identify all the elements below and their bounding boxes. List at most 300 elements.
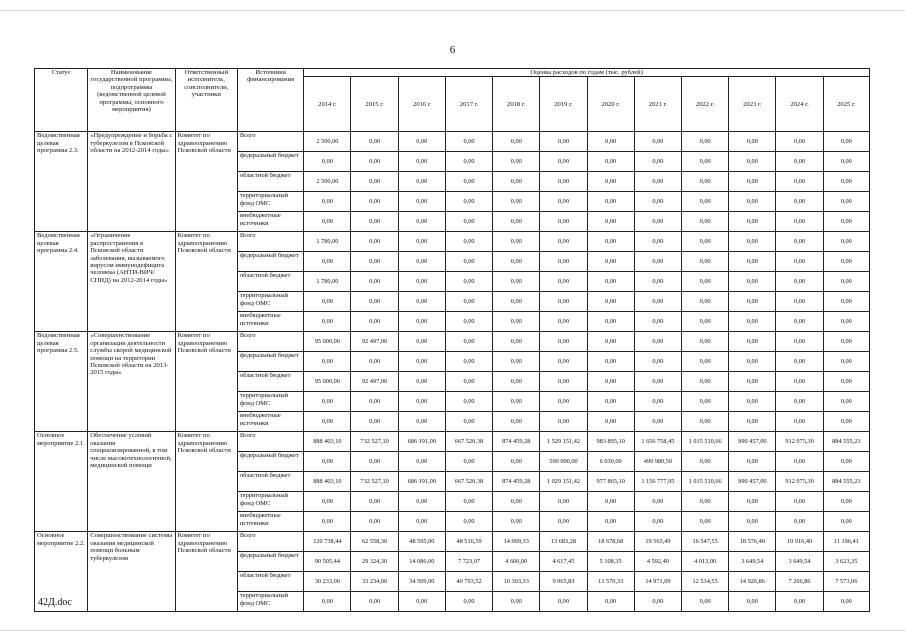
amount-cell: 0,00 [540,312,587,332]
amount-cell: 0,00 [729,332,776,352]
program-name-cell: «Ограничение распространения в Псковской области заболевания, вызываемого вирусом иммунодефицита человека (АНТИ-ВИЧ/СПИД) на 2012-2014 годы» [88,232,175,332]
amount-cell: 0,00 [823,152,869,172]
amount-cell: 0,00 [634,492,681,512]
amount-cell: 0,00 [304,352,351,372]
amount-cell: 0,00 [398,452,445,472]
amount-cell: 500 000,00 [540,452,587,472]
amount-cell: 912 075,30 [776,432,823,452]
amount-cell: 14 909,33 [493,532,540,552]
amount-cell: 0,00 [493,292,540,312]
footer-filename: 42Д.doc [38,597,72,608]
amount-cell: 0,00 [682,512,729,532]
amount-cell: 0,00 [776,292,823,312]
funding-source-cell: Всего [237,432,303,452]
amount-cell: 4 606,00 [493,552,540,572]
amount-cell: 0,00 [776,592,823,612]
amount-cell: 0,00 [634,212,681,232]
amount-cell: 0,00 [304,312,351,332]
amount-cell: 4 592,40 [634,552,681,572]
amount-cell: 19 563,49 [634,532,681,552]
amount-cell: 2 500,00 [304,172,351,192]
funding-source-cell: территориальный фонд ОМС [237,192,303,212]
amount-cell: 888 403,10 [304,432,351,452]
funding-source-cell: территориальный фонд ОМС [237,592,303,612]
funding-source-cell: областной бюджет [237,172,303,192]
amount-cell: 0,00 [776,152,823,172]
amount-cell: 686 191,00 [398,432,445,452]
amount-cell: 0,00 [587,592,634,612]
amount-cell: 0,00 [540,272,587,292]
amount-cell: 0,00 [398,252,445,272]
funding-source-cell: внебюджетные источники [237,212,303,232]
amount-cell: 0,00 [823,292,869,312]
funding-source-cell: Всего [237,332,303,352]
amount-cell: 120 738,44 [304,532,351,552]
header-estimate: Оценка расходов по годам (тыс. рублей) [304,69,870,77]
amount-cell: 0,00 [398,372,445,392]
amount-cell: 667 520,38 [445,472,492,492]
funding-source-cell: Всего [237,232,303,252]
amount-cell: 0,00 [304,412,351,432]
amount-cell: 0,00 [493,172,540,192]
amount-cell: 0,00 [634,252,681,272]
amount-cell: 0,00 [776,172,823,192]
amount-cell: 0,00 [776,452,823,472]
amount-cell: 0,00 [634,372,681,392]
amount-cell: 0,00 [729,252,776,272]
amount-cell: 0,00 [445,232,492,252]
amount-cell: 0,00 [493,272,540,292]
amount-cell: 0,00 [304,252,351,272]
amount-cell: 14 926,86 [729,572,776,592]
amount-cell: 3 649,54 [729,552,776,572]
amount-cell: 0,00 [540,252,587,272]
amount-cell: 0,00 [351,352,398,372]
amount-cell: 0,00 [351,212,398,232]
amount-cell: 0,00 [823,172,869,192]
amount-cell: 0,00 [729,592,776,612]
scan-artifact-bottom [0,630,905,631]
amount-cell: 0,00 [493,152,540,172]
amount-cell: 0,00 [445,412,492,432]
amount-cell: 0,00 [445,132,492,152]
amount-cell: 0,00 [587,212,634,232]
amount-cell: 5 108,35 [587,552,634,572]
amount-cell: 1 529 151,42 [540,432,587,452]
amount-cell: 0,00 [445,312,492,332]
amount-cell: 0,00 [587,332,634,352]
amount-cell: 686 191,00 [398,472,445,492]
amount-cell: 0,00 [634,592,681,612]
amount-cell: 0,00 [493,352,540,372]
amount-cell: 33 234,00 [351,572,398,592]
table-row [35,532,870,552]
year-header: 2019 г. [540,77,587,132]
amount-cell: 0,00 [587,272,634,292]
executor-cell: Комитет по здравоохранению Псковской области [175,332,237,432]
amount-cell: 0,00 [682,132,729,152]
amount-cell: 0,00 [729,232,776,252]
amount-cell: 0,00 [823,412,869,432]
amount-cell: 0,00 [634,232,681,252]
status-cell: Ведомственная целевая программа 2.4. [35,232,88,332]
amount-cell: 4 013,00 [682,552,729,572]
table-header [35,69,870,132]
amount-cell: 0,00 [587,292,634,312]
amount-cell: 92 497,00 [351,332,398,352]
funding-source-cell: федеральный бюджет [237,352,303,372]
amount-cell: 0,00 [540,172,587,192]
amount-cell: 0,00 [729,412,776,432]
amount-cell: 888 403,10 [304,472,351,492]
amount-cell: 0,00 [445,172,492,192]
amount-cell: 0,00 [776,332,823,352]
amount-cell: 0,00 [729,512,776,532]
amount-cell: 0,00 [398,392,445,412]
amount-cell: 0,00 [634,192,681,212]
amount-cell: 667 520,38 [445,432,492,452]
executor-cell: Комитет по здравоохранению Псковской области [175,532,237,612]
amount-cell: 0,00 [493,512,540,532]
amount-cell: 874 459,28 [493,432,540,452]
header-name: Наименование государственной программы, подпрограммы (ведомственной целевой программы, основного мероприятия) [88,69,175,132]
amount-cell: 0,00 [823,372,869,392]
amount-cell: 0,00 [398,152,445,172]
funding-source-cell: внебюджетные источники [237,512,303,532]
amount-cell: 0,00 [351,452,398,472]
amount-cell: 1 656 758,45 [634,432,681,452]
amount-cell: 18 576,40 [729,532,776,552]
amount-cell: 0,00 [729,132,776,152]
amount-cell: 0,00 [634,312,681,332]
amount-cell: 48 595,00 [398,532,445,552]
amount-cell: 0,00 [398,212,445,232]
amount-cell: 0,00 [398,192,445,212]
amount-cell: 0,00 [398,312,445,332]
amount-cell: 0,00 [776,372,823,392]
amount-cell: 0,00 [729,352,776,372]
amount-cell: 0,00 [304,152,351,172]
amount-cell: 0,00 [682,272,729,292]
amount-cell: 0,00 [776,512,823,532]
funding-source-cell: федеральный бюджет [237,152,303,172]
amount-cell: 0,00 [493,232,540,252]
amount-cell: 0,00 [587,132,634,152]
amount-cell: 1 015 510,66 [682,472,729,492]
amount-cell: 0,00 [445,492,492,512]
amount-cell: 0,00 [823,132,869,152]
amount-cell: 0,00 [587,492,634,512]
amount-cell: 40 793,52 [445,572,492,592]
funding-source-cell: федеральный бюджет [237,452,303,472]
amount-cell: 0,00 [729,172,776,192]
amount-cell: 0,00 [776,412,823,432]
amount-cell: 0,00 [823,272,869,292]
amount-cell: 0,00 [682,352,729,372]
amount-cell: 0,00 [587,372,634,392]
amount-cell: 0,00 [351,312,398,332]
amount-cell: 0,00 [445,512,492,532]
amount-cell: 1 780,00 [304,272,351,292]
amount-cell: 0,00 [729,272,776,292]
amount-cell: 0,00 [445,372,492,392]
year-header: 2016 г [398,77,445,132]
year-header: 2025 г. [823,77,869,132]
amount-cell: 0,00 [493,212,540,232]
funding-source-cell: территориальный фонд ОМС [237,292,303,312]
amount-cell: 0,00 [398,332,445,352]
amount-cell: 0,00 [351,292,398,312]
amount-cell: 499 980,50 [634,452,681,472]
header-executor: Ответственный исполнитель, соисполнители, участники [175,69,237,132]
amount-cell: 0,00 [351,592,398,612]
executor-cell: Комитет по здравоохранению Псковской области [175,132,237,232]
amount-cell: 912 075,30 [776,472,823,492]
amount-cell: 1 015 510,66 [682,432,729,452]
amount-cell: 0,00 [682,192,729,212]
amount-cell: 7 266,86 [776,572,823,592]
amount-cell: 0,00 [445,332,492,352]
amount-cell: 0,00 [398,592,445,612]
funding-source-cell: областной бюджет [237,272,303,292]
program-name-cell: «Предупреждение и борьба с туберкулезом в Псковской области на 2012-2014 годы» [88,132,175,232]
amount-cell: 0,00 [634,392,681,412]
amount-cell: 732 527,10 [351,472,398,492]
amount-cell: 0,00 [823,512,869,532]
amount-cell: 0,00 [304,492,351,512]
amount-cell: 0,00 [540,292,587,312]
amount-cell: 10 916,40 [776,532,823,552]
amount-cell: 0,00 [823,332,869,352]
amount-cell: 0,00 [729,392,776,412]
scan-artifact-top [0,10,905,11]
amount-cell: 0,00 [682,292,729,312]
amount-cell: 990 457,00 [729,432,776,452]
amount-cell: 0,00 [587,392,634,412]
amount-cell: 0,00 [304,192,351,212]
amount-cell: 0,00 [823,352,869,372]
funding-source-cell: федеральный бюджет [237,252,303,272]
amount-cell: 0,00 [445,592,492,612]
amount-cell: 0,00 [445,192,492,212]
program-name-cell: Совершенствование системы оказания медицинской помощи больным туберкулезом [88,532,175,612]
amount-cell: 0,00 [304,452,351,472]
amount-cell: 732 527,10 [351,432,398,452]
funding-source-cell: областной бюджет [237,572,303,592]
amount-cell: 0,00 [776,192,823,212]
amount-cell: 884 555,23 [823,472,869,492]
amount-cell: 0,00 [634,292,681,312]
amount-cell: 0,00 [445,152,492,172]
amount-cell: 0,00 [682,152,729,172]
amount-cell: 10 303,33 [493,572,540,592]
amount-cell: 0,00 [445,272,492,292]
amount-cell: 0,00 [351,272,398,292]
amount-cell: 7 573,06 [823,572,869,592]
amount-cell: 0,00 [682,372,729,392]
amount-cell: 0,00 [540,352,587,372]
funding-source-cell: федеральный бюджет [237,552,303,572]
amount-cell: 11 196,41 [823,532,869,552]
amount-cell: 90 505,44 [304,552,351,572]
amount-cell: 0,00 [398,292,445,312]
amount-cell: 0,00 [540,232,587,252]
amount-cell: 0,00 [304,392,351,412]
status-cell: Ведомственная целевая программа 2.3. [35,132,88,232]
amount-cell: 0,00 [493,252,540,272]
amount-cell: 0,00 [445,212,492,232]
amount-cell: 0,00 [398,352,445,372]
amount-cell: 0,00 [823,452,869,472]
amount-cell: 0,00 [776,252,823,272]
amount-cell: 0,00 [493,452,540,472]
year-header: 2023 г. [729,77,776,132]
amount-cell: 0,00 [351,232,398,252]
amount-cell: 0,00 [634,512,681,532]
executor-cell: Комитет по здравоохранению Псковской области [175,232,237,332]
amount-cell: 0,00 [493,312,540,332]
funding-source-cell: областной бюджет [237,372,303,392]
amount-cell: 0,00 [351,132,398,152]
amount-cell: 0,00 [729,152,776,172]
amount-cell: 0,00 [729,452,776,472]
amount-cell: 0,00 [493,592,540,612]
amount-cell: 0,00 [540,392,587,412]
amount-cell: 0,00 [823,492,869,512]
table-row [35,332,870,352]
year-header: 2024 г. [776,77,823,132]
funding-source-cell: территориальный фонд ОМС [237,492,303,512]
amount-cell: 0,00 [682,492,729,512]
amount-cell: 0,00 [729,292,776,312]
amount-cell: 0,00 [540,212,587,232]
amount-cell: 0,00 [398,512,445,532]
amount-cell: 0,00 [823,192,869,212]
amount-cell: 0,00 [351,412,398,432]
amount-cell: 13 570,33 [587,572,634,592]
amount-cell: 0,00 [729,312,776,332]
amount-cell: 0,00 [729,372,776,392]
amount-cell: 0,00 [493,372,540,392]
amount-cell: 0,00 [634,352,681,372]
amount-cell: 0,00 [540,152,587,172]
amount-cell: 983 895,10 [587,432,634,452]
amount-cell: 0,00 [823,392,869,412]
amount-cell: 0,00 [445,292,492,312]
program-name-cell: «Совершенствование организации деятельности службы скорой медицинской помощи на территории Псковской области на 2013-2015 годы» [88,332,175,432]
amount-cell: 0,00 [823,592,869,612]
amount-cell: 0,00 [304,292,351,312]
amount-cell: 92 497,00 [351,372,398,392]
status-cell: Основное мероприятие 2.1. [35,432,88,532]
amount-cell: 0,00 [823,232,869,252]
amount-cell: 0,00 [540,512,587,532]
amount-cell: 0,00 [493,412,540,432]
table-row [35,132,870,152]
amount-cell: 0,00 [823,312,869,332]
amount-cell: 0,00 [398,232,445,252]
amount-cell: 0,00 [729,492,776,512]
amount-cell: 0,00 [729,192,776,212]
amount-cell: 0,00 [682,212,729,232]
amount-cell: 0,00 [304,212,351,232]
amount-cell: 1 029 151,42 [540,472,587,492]
amount-cell: 0,00 [776,272,823,292]
year-header: 2017 г. [445,77,492,132]
amount-cell: 0,00 [351,392,398,412]
amount-cell: 0,00 [776,132,823,152]
amount-cell: 0,00 [634,272,681,292]
budget-table [34,68,870,612]
amount-cell: 95 000,00 [304,332,351,352]
amount-cell: 0,00 [634,172,681,192]
executor-cell: Комитет по здравоохранению Псковской области [175,432,237,532]
funding-source-cell: Всего [237,532,303,552]
amount-cell: 0,00 [776,492,823,512]
amount-cell: 0,00 [398,172,445,192]
amount-cell: 0,00 [776,352,823,372]
amount-cell: 0,00 [682,312,729,332]
amount-cell: 0,00 [823,212,869,232]
year-header: 2021 г. [634,77,681,132]
amount-cell: 0,00 [587,352,634,372]
amount-cell: 3 623,35 [823,552,869,572]
amount-cell: 0,00 [682,392,729,412]
amount-cell: 0,00 [304,512,351,532]
amount-cell: 0,00 [540,332,587,352]
amount-cell: 9 065,83 [540,572,587,592]
status-cell: Ведомственная целевая программа 2.5. [35,332,88,432]
amount-cell: 0,00 [540,592,587,612]
header-sources: Источники финансирования [237,69,303,132]
amount-cell: 2 500,00 [304,132,351,152]
amount-cell: 0,00 [634,332,681,352]
amount-cell: 0,00 [682,232,729,252]
amount-cell: 0,00 [587,252,634,272]
amount-cell: 1 156 777,95 [634,472,681,492]
amount-cell: 990 457,00 [729,472,776,492]
amount-cell: 0,00 [682,332,729,352]
amount-cell: 29 324,30 [351,552,398,572]
page-number: 6 [449,44,456,56]
program-name-cell: Обеспечение условий оказания специализированной, в том числе высокотехнологичной, медицинской помощи [88,432,175,532]
amount-cell: 0,00 [493,392,540,412]
amount-cell: 0,00 [587,152,634,172]
year-header: 2018 г. [493,77,540,132]
amount-cell: 0,00 [493,132,540,152]
amount-cell: 0,00 [493,192,540,212]
amount-cell: 0,00 [398,132,445,152]
amount-cell: 62 558,30 [351,532,398,552]
amount-cell: 0,00 [776,232,823,252]
amount-cell: 0,00 [823,252,869,272]
amount-cell: 0,00 [351,512,398,532]
amount-cell: 0,00 [351,152,398,172]
amount-cell: 0,00 [729,212,776,232]
funding-source-cell: областной бюджет [237,472,303,492]
amount-cell: 0,00 [682,452,729,472]
amount-cell: 12 534,55 [682,572,729,592]
amount-cell: 1 780,00 [304,232,351,252]
amount-cell: 0,00 [634,132,681,152]
amount-cell: 977 865,10 [587,472,634,492]
funding-source-cell: территориальный фонд ОМС [237,392,303,412]
amount-cell: 0,00 [304,592,351,612]
amount-cell: 0,00 [776,392,823,412]
amount-cell: 0,00 [540,492,587,512]
amount-cell: 14 086,00 [398,552,445,572]
amount-cell: 0,00 [776,212,823,232]
